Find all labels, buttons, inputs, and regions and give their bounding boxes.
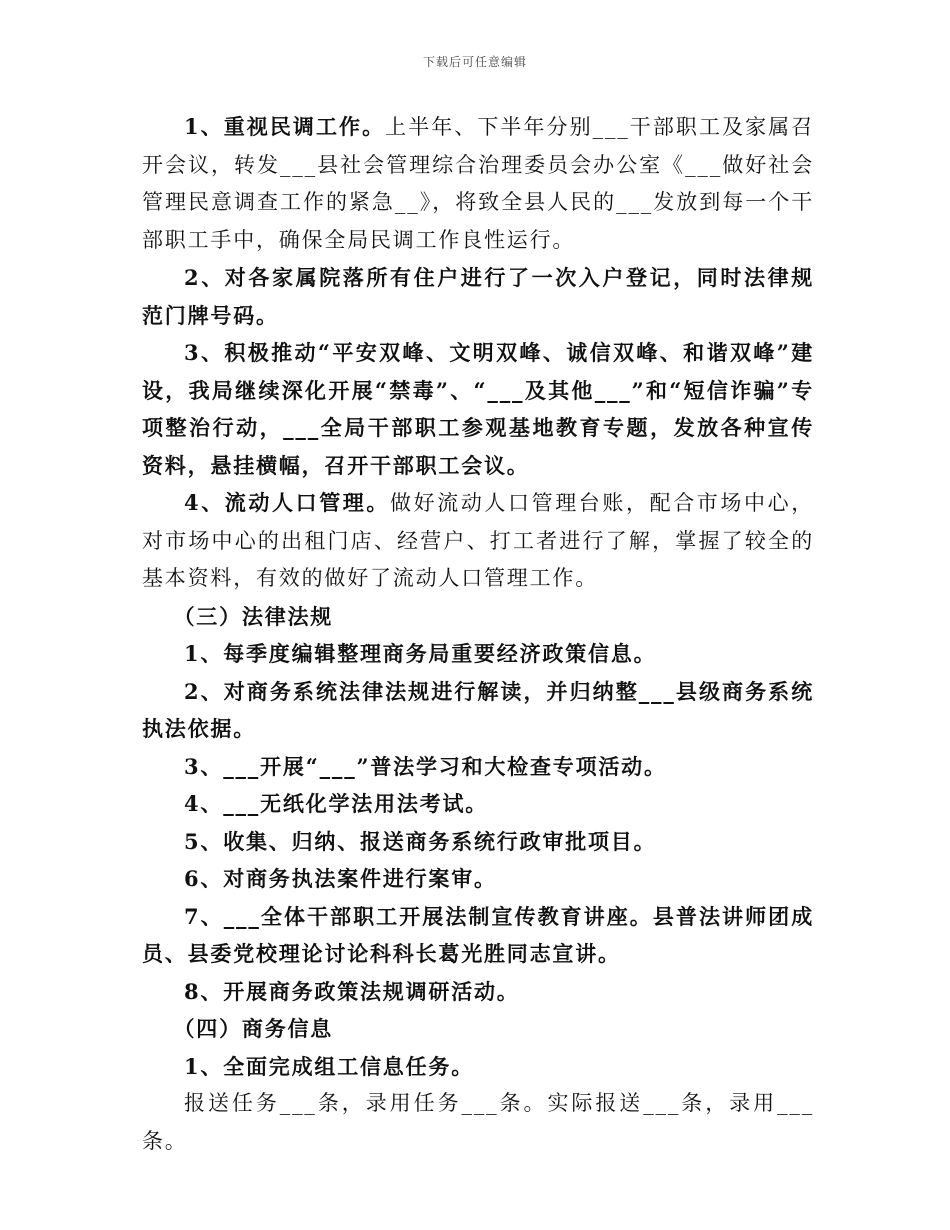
page-header-note: 下载后可任意编辑: [422, 55, 527, 69]
paragraph-1: [142, 108, 814, 259]
paragraph-1-text: 上半年、下半年分别___干部职工及家属召开会议，转发___县社会管理综合治理委员会办公室《___做好社会管理民意调查工作的紧急__》，将致全县人民的___发放到每一个干部职工手中，确保全局民调工作良性运行。: [142, 115, 815, 252]
paragraph-2: 2、对各家属院落所有住户进行了一次入户登记，同时法律规范门牌号码。: [142, 265, 814, 328]
paragraph-1-lead: 1、重视民调工作。: [184, 114, 386, 139]
section-heading-laws: （三）法律法规: [173, 603, 334, 629]
paragraph-4-text: 做好流动人口管理台账，配合市场中心，对市场中心的出租门店、经营户、打工者进行了解，掌握了较全的基本资料，有效的做好了流动人口管理工作。: [142, 491, 815, 590]
laws-item-4: 4、___无纸化学法用法考试。: [184, 791, 489, 816]
business-info-detail: 报送任务___条，录用任务___条。实际报送___条，录用___条。: [142, 1091, 814, 1153]
document-body: [142, 108, 814, 1160]
laws-item-2: 2、对商务系统法律法规进行解读，并归纳整___县级商务系统执法依据。: [142, 678, 814, 741]
laws-item-5: 5、收集、归纳、报送商务系统行政审批项目。: [184, 828, 657, 854]
paragraph-4-lead: 4、流动人口管理。: [184, 490, 391, 515]
laws-item-3: 3、___开展“___”普法学习和大检查专项活动。: [184, 753, 667, 779]
laws-item-6: 6、对商务执法案件进行案审。: [184, 866, 497, 891]
laws-item-8: 8、开展商务政策法规调研活动。: [184, 978, 520, 1004]
paragraph-4: [142, 484, 814, 598]
laws-item-7: 7、___全体干部职工开展法制宣传教育讲座。县普法讲师团成员、县委党校理论讨论科科长葛光胜同志宣讲。: [142, 903, 814, 966]
laws-item-1: 1、每季度编辑整理商务局重要经济政策信息。: [184, 641, 657, 666]
section-heading-business-info: （四）商务信息: [173, 1016, 334, 1041]
business-info-item-1: 1、全面完成组工信息任务。: [184, 1053, 475, 1079]
paragraph-3: 3、积极推动“平安双峰、文明双峰、诚信双峰、和谐双峰”建设，我局继续深化开展“禁毒”、“___及其他___”和“短信诈骗”专项整治行动，___全局干部职工参观基地教育专题，发放各种宣传资料，悬挂横幅，召开干部职工会议。: [142, 340, 814, 478]
